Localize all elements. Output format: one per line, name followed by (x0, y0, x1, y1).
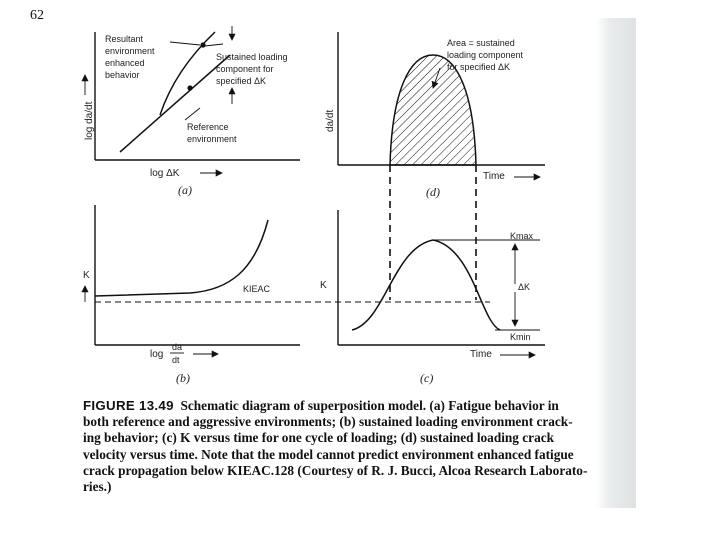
caption-line-4: velocity versus time. Note that the model cannot predict environment enhanced fatigue (83, 446, 574, 462)
panel-c-dk: ΔK (518, 282, 531, 292)
figure-label: FIGURE 13.49 (83, 398, 174, 413)
reference-point (187, 85, 192, 90)
sustained-label-2: component for (216, 64, 274, 74)
resultant-leader (170, 42, 200, 45)
sustained-label-1: Sustained loading (216, 52, 288, 62)
reference-label-1: Reference (187, 122, 229, 132)
figure-caption (83, 398, 639, 495)
area-label-1: Area = sustained (447, 38, 515, 48)
panel-b-ylabel: K (83, 270, 90, 281)
panel-b-kieac: KIEAC (243, 284, 271, 294)
resultant-leader-top (205, 44, 223, 46)
resultant-label-3: enhanced (105, 58, 145, 68)
panel-d-sublabel: (d) (426, 185, 440, 199)
resultant-label-1: Resultant (105, 34, 144, 44)
panel-c-sublabel: (c) (420, 371, 434, 385)
panel-c-kmin: Kmin (510, 332, 531, 342)
panel-c (320, 210, 545, 385)
resultant-environment-curve (160, 32, 215, 115)
resultant-label-2: environment (105, 46, 155, 56)
page-number: 62 (30, 8, 44, 23)
panel-d-ylabel: da/dt (325, 109, 336, 132)
panel-c-xlabel: Time (470, 349, 492, 360)
sustained-label-3: specified ΔK (216, 76, 267, 86)
panel-b-xlabel-den: dt (172, 355, 180, 365)
reference-label-2: environment (187, 134, 237, 144)
resultant-point (200, 42, 205, 47)
panel-b (83, 205, 300, 385)
area-label-3: for specified ΔK (447, 62, 511, 72)
panel-d-xlabel: Time (483, 171, 505, 182)
panel-a-xlabel: log ΔK (150, 168, 180, 179)
caption-line-6: ries.) (83, 479, 112, 495)
caption-line-2: both reference and aggressive environments; (b) sustained loading environment crack- (83, 414, 573, 430)
panel-b-sublabel: (b) (176, 371, 190, 385)
k-cycle-curve (352, 240, 500, 330)
panel-a-sublabel: (a) (178, 183, 192, 197)
reference-leader (185, 108, 200, 120)
caption-line-5: crack propagation below KIEAC.128 (Courtesy of R. J. Bucci, Alcoa Research Laborato- (83, 462, 588, 478)
caption-line-1: Schematic diagram of superposition model. (a) Fatigue behavior in (180, 398, 559, 413)
area-label-2: loading component (447, 50, 524, 60)
panel-c-ylabel: K (320, 280, 327, 291)
caption-line-3: ing behavior; (c) K versus time for one cycle of loading; (d) sustained loading crack (83, 430, 555, 446)
panel-b-xlabel-num: da (172, 342, 183, 352)
panel-a (84, 26, 300, 197)
panel-c-kmax: Kmax (510, 231, 534, 241)
resultant-label-4: behavior (105, 70, 140, 80)
panel-a-ylabel: log da/dt (84, 101, 95, 140)
panel-b-xlabel-log: log (150, 349, 164, 360)
panel-d (325, 32, 545, 199)
